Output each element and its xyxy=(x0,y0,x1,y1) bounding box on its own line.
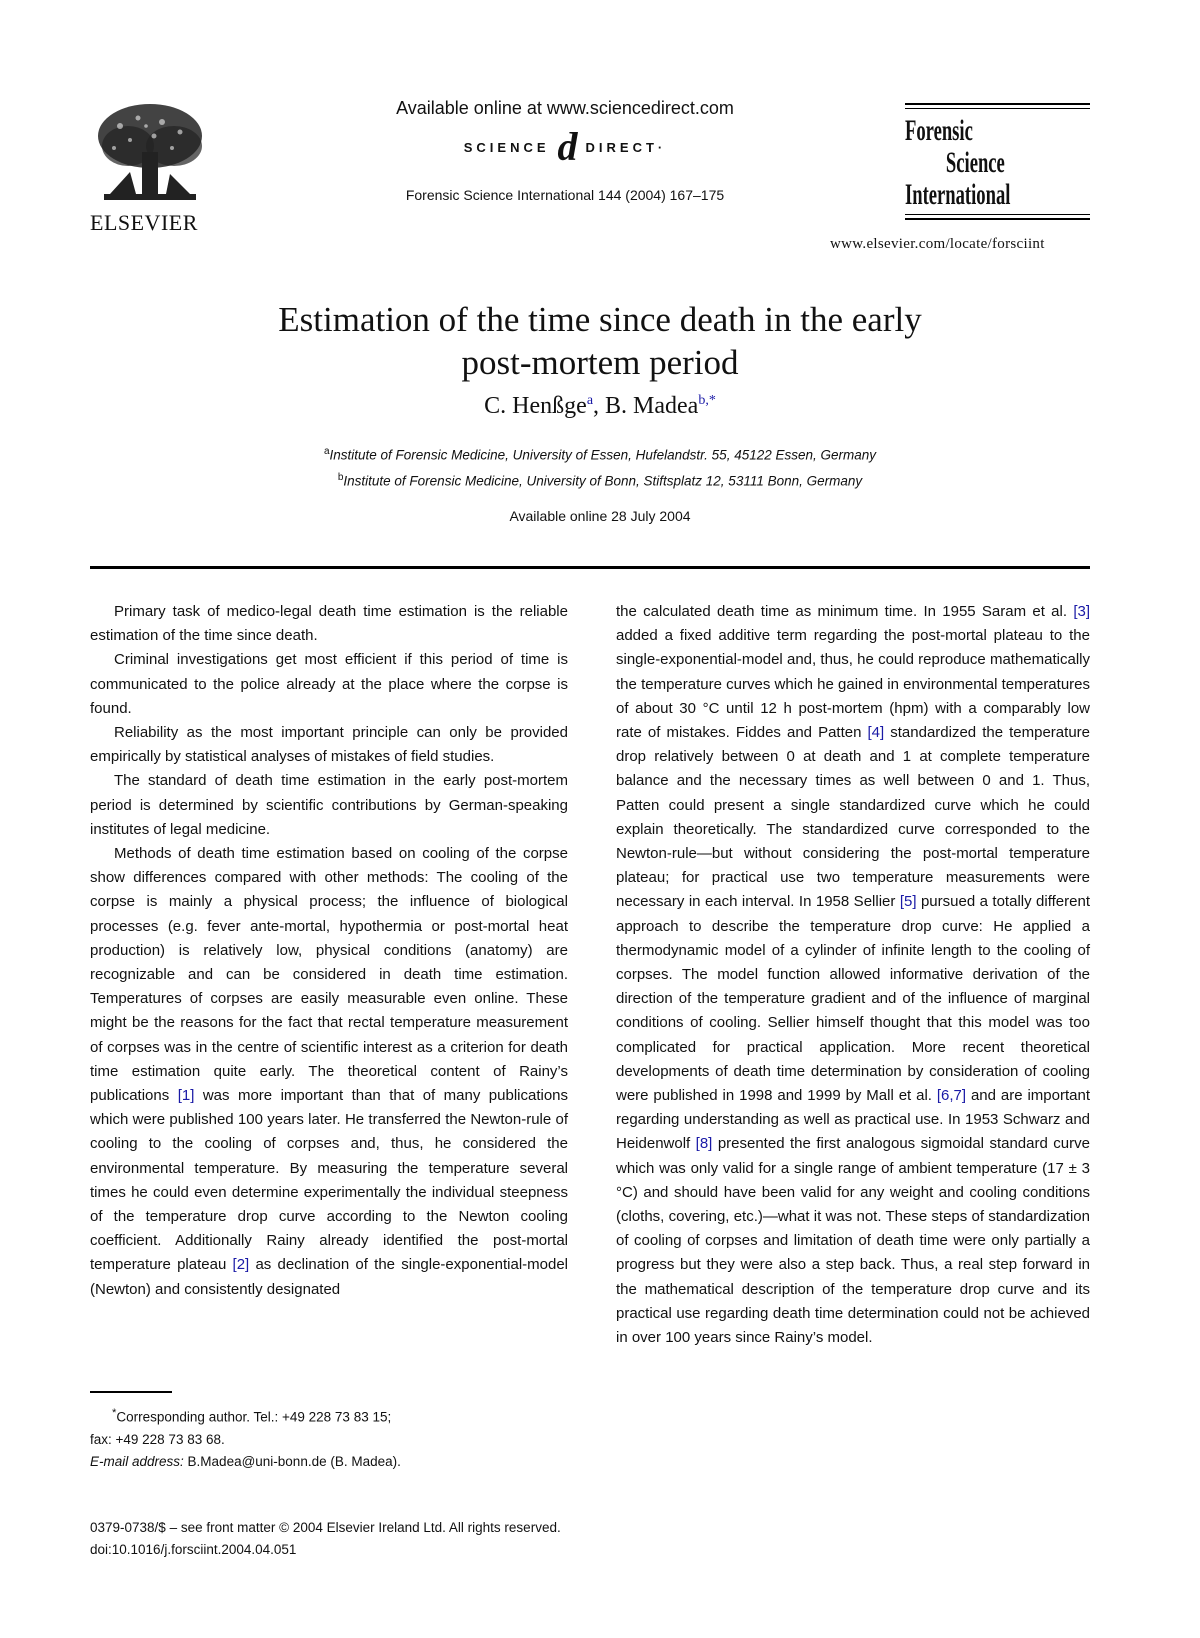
copyright-block xyxy=(90,1517,561,1561)
text-run: presented the first analogous sigmoidal standard curve which was only valid for a single range of ambient temperature (17 ± 3 °C) and should have been valid for any weight and cooling conditions (cloths, covering, etc.)—what it was not. These steps of standardization of cooling of corpses and limitation of death time were only partially a progress but they were also a step back. Thus, a real step forward in the mathematical description of the temperature drop curve and its practical use regarding death time determination could not be achieved in over 100 years since Rainy’s model. xyxy=(616,1135,1090,1347)
footnote-text: Corresponding author. Tel.: +49 228 73 83 15; xyxy=(116,1409,392,1425)
citation-link[interactable]: [8] xyxy=(695,1135,713,1153)
affiliation-text: Institute of Forensic Medicine, University of Bonn, Stiftsplatz 12, 53111 Bonn, Germany xyxy=(343,473,863,488)
sciencedirect-right-word: DIRECT· xyxy=(585,139,667,155)
paragraph: Primary task of medico-legal death time estimation is the reliable estimation of the time since death. xyxy=(90,603,568,645)
paragraph: The standard of death time estimation in the early post-mortem period is determined by scientific contributions by German-speaking institutes of legal medicine. xyxy=(90,772,568,838)
sciencedirect-logo xyxy=(340,124,790,169)
citation-link[interactable]: [4] xyxy=(867,724,885,742)
journal-reference: Forensic Science International 144 (2004) 167–175 xyxy=(405,187,725,203)
paragraph xyxy=(616,600,1090,1350)
text-run: and are important regarding understanding as well as practical use. In 1953 Schwarz and Heidenwolf xyxy=(616,1087,1090,1153)
sciencedirect-header xyxy=(340,98,790,203)
journal-logo-rule-bottom xyxy=(905,218,1090,220)
citation-link[interactable]: [5] xyxy=(899,893,917,911)
author-name[interactable]: B. Madea xyxy=(605,393,699,419)
citation-link[interactable]: [3] xyxy=(1073,603,1090,620)
copyright-line: 0379-0738/$ – see front matter © 2004 Elsevier Ireland Ltd. All rights reserved. xyxy=(90,1520,561,1535)
text-run: pursued a totally different approach to describe the temperature drop curve: He applied a thermodynamic model of a cylinder of infinite length to the cooling of corpses. The model function allowed informative derivation of the direction of the temperature gradient and of the influence of marginal conditions of cooling. Sellier himself thought that this model was too complicated for practical application. More recent theoretical developments of death time determination by consideration of cooling were published in 1998 and 1999 by Mall et al. xyxy=(616,893,1090,1105)
sciencedirect-at-icon: d xyxy=(557,124,578,169)
elsevier-logo xyxy=(90,102,212,236)
text-run: the calculated death time as minimum time. In 1955 Saram et al. xyxy=(616,603,1074,620)
journal-logo-line: Forensic xyxy=(905,114,973,147)
body-column-left xyxy=(90,600,568,1302)
paragraph xyxy=(90,842,568,1302)
affiliation-b xyxy=(160,467,1040,493)
affiliation-marker[interactable]: b,* xyxy=(698,393,716,408)
citation-link[interactable]: [2] xyxy=(232,1256,250,1274)
email-label: E-mail address: xyxy=(90,1453,184,1469)
journal-logo-rule-bottom-thin xyxy=(905,214,1090,215)
available-online-date: Available online 28 July 2004 xyxy=(509,508,691,524)
sciencedirect-left-word: SCIENCE xyxy=(463,139,550,155)
citation-link[interactable]: [1] xyxy=(177,1087,195,1105)
author-separator: , xyxy=(593,393,606,419)
text-run: as declination of the single-exponential-model (Newton) and consistently designated xyxy=(90,1256,569,1298)
footnote-line: fax: +49 228 73 83 68. xyxy=(90,1431,225,1447)
author-list xyxy=(160,393,1040,420)
paragraph: Criminal investigations get most efficient if this period of time is communicated to the police already at the place where the corpse is found. xyxy=(90,651,568,717)
footnote-line xyxy=(90,1451,568,1473)
title-line: post-mortem period xyxy=(461,343,739,382)
text-run: Methods of death time estimation based on cooling of the corpse show differences compared with other methods: The cooling of the corpse is mainly a physical process; the influence of biological processes (e.g. fever ante-mortal, hypothermia or post-mortal heat production) is relatively low, physical conditions (anatomy) are recognizable and can be considered in death time estimation. Temperatures of corpses are easily measurable even online. These might be the reasons for the fact that rectal temperature measurement of corpses was in the centre of scientific interest as a criterion for death time estimation quite early. The theoretical content of Rainy’s publications xyxy=(90,845,568,1105)
affiliation-sup: b xyxy=(337,471,344,483)
affiliation-sup: a xyxy=(323,446,330,457)
affiliations xyxy=(160,441,1040,492)
journal-logo-rule-top xyxy=(905,103,1090,105)
email-link[interactable]: B.Madea@uni-bonn.de (B. Madea). xyxy=(183,1453,401,1469)
text-run: standardized the temperature drop relatively between 0 at death and 1 at complete temperature balance and the necessary times as well between 0 and 1. Thus, Patten could present a single standardized curve which he could explain theoretically. The standardized curve corresponded to the Newton-rule—but without considering the post-mortal temperature plateau; for practical use two temperature measurements were necessary in each interval. In 1958 Sellier xyxy=(616,724,1090,911)
body-column-right xyxy=(616,600,1090,1350)
affiliation-marker[interactable]: a xyxy=(586,393,594,408)
title-line: Estimation of the time since death in the early xyxy=(278,300,922,339)
affiliation-text: Institute of Forensic Medicine, University of Essen, Hufelandstr. 55, 45122 Essen, Germany xyxy=(329,447,877,463)
journal-url-link[interactable]: www.elsevier.com/locate/forsciint xyxy=(830,236,1045,252)
footnote-divider xyxy=(90,1391,172,1393)
elsevier-tree-icon xyxy=(90,102,210,208)
affiliation-a xyxy=(160,441,1040,467)
text-run: was more important than that of many publications which were published 100 years later. He transferred the Newton-rule of cooling to the cooling of corpses and, thus, he considered the environmental temperature. By measuring the temperature several times he could even determine experimentally the individual steepness of the temperature drop curve according to the Newton cooling coefficient. Additionally Rainy already identified the post-mortal temperature plateau xyxy=(90,1087,569,1274)
elsevier-wordmark: ELSEVIER xyxy=(90,210,198,235)
journal-logo-line: International xyxy=(905,178,1011,211)
paragraph: Reliability as the most important principle can only be provided empirically by statistical analyses of mistakes of field studies. xyxy=(90,724,568,766)
author-name[interactable]: C. Henßge xyxy=(484,393,587,419)
journal-logo-rule-top-thin xyxy=(905,108,1090,109)
footnote-marker: * xyxy=(112,1407,117,1419)
available-online-link[interactable]: Available online at www.sciencedirect.com xyxy=(396,98,734,118)
footnote-line xyxy=(90,1402,568,1429)
journal-logo-line: Science xyxy=(945,146,1005,179)
header-divider xyxy=(90,566,1090,569)
footnote xyxy=(90,1402,568,1473)
text-run: added a fixed additive term regarding the post-mortal plateau to the single-exponential-model and, thus, he could reproduce mathematically the temperature curves which he gained in environmental temperatures of about 30 °C until 12 h post-mortem (hpm) with a comparably low rate of mistakes. Fiddes and Patten xyxy=(616,627,1090,742)
citation-link[interactable]: [6,7] xyxy=(936,1087,967,1105)
journal-logo xyxy=(905,103,1090,223)
journal-logo-title xyxy=(905,112,1085,214)
doi-link[interactable]: doi:10.1016/j.forsciint.2004.04.051 xyxy=(90,1542,297,1557)
article-title xyxy=(160,298,1040,384)
